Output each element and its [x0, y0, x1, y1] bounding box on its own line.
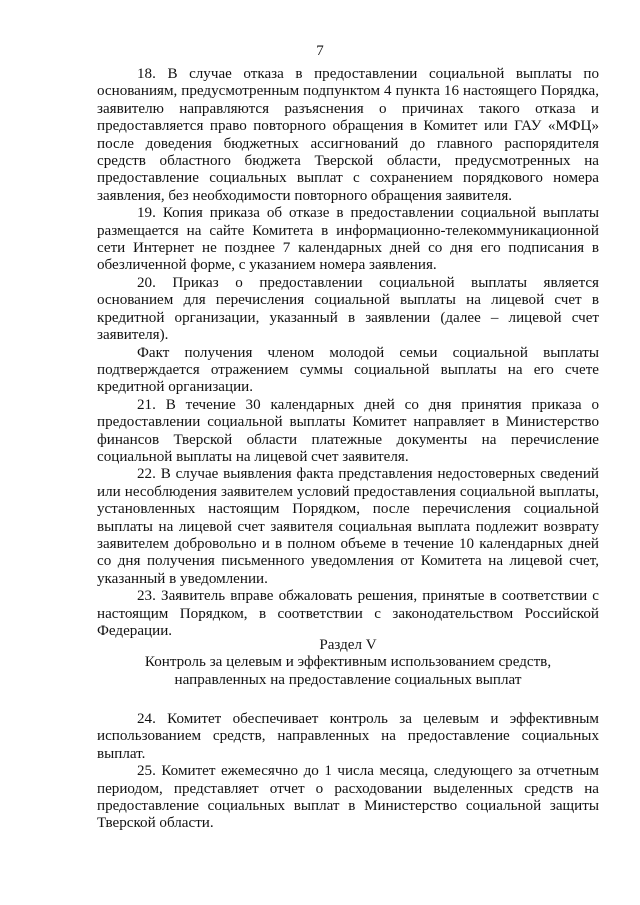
section-heading — [97, 637, 599, 689]
body-text-bottom — [97, 711, 599, 833]
paragraph-20-fact: Факт получения членом молодой семьи социальной выплаты подтверждается отражением суммы социальной выплаты на его счете кредитной организации. — [97, 344, 599, 396]
section-label: Раздел V — [319, 637, 377, 653]
paragraph-23: 23. Заявитель вправе обжаловать решения, принятые в соответствии с настоящим Порядком, в соответствии с законодательством Российской Федерации. — [97, 588, 599, 639]
section-title-line-1: Контроль за целевым и эффективным использованием средств, — [144, 654, 552, 671]
paragraph-22: 22. В случае выявления факта представления недостоверных сведений или несоблюдения заявителем условий предоставления социальной выплаты, установленных настоящим Порядком, после перечисления социальной выплаты на лицевой счет заявителя социальная выплата подлежит возврату заявителем добровольно и в полном объеме в течение 10 календарных дней со дня получения письменного уведомления от Комитета на лицевой счет, указанный в уведомлении. — [97, 466, 599, 587]
paragraph-25: 25. Комитет ежемесячно до 1 числа месяца, следующего за отчетным периодом, представляет отчет о расходовании выделенных средств на предоставление социальных выплат в Министерство социальной защиты Тверской области. — [97, 763, 599, 832]
paragraph-21: 21. В течение 30 календарных дней со дня принятия приказа о предоставлении социальной выплаты Комитет направляет в Министерство финансов Тверской области платежные документы на перечисление социальной выплаты на лицевой счет заявителя. — [97, 396, 599, 465]
paragraph-18: 18. В случае отказа в предоставлении социальной выплаты по основаниям, предусмотренным подпунктом 4 пункта 16 настоящего Порядка, заявителю направляются разъяснения о причинах такого отказа и предоставляется право повторного обращения в Комитет или ГАУ «МФЦ» после доведения бюджетных ассигнований до главного распорядителя средств областного бюджета Тверской области, предусмотренных на предоставление социальных выплат с сохранением порядкового номера заявления, без необходимости повторного обращения заявителя. — [97, 66, 599, 204]
section-title-line-2: направленных на предоставление социальных выплат — [174, 671, 522, 688]
page-number: 7 — [316, 43, 324, 59]
body-text-top — [97, 66, 599, 640]
paragraph-24: 24. Комитет обеспечивает контроль за целевым и эффективным использованием средств, направленных на предоставление социальных выплат. — [97, 711, 599, 762]
paragraph-19: 19. Копия приказа об отказе в предоставлении социальной выплаты размещается на сайте Комитета в информационно-телекоммуникационной сети Интернет не позднее 7 календарных дней со дня его подписания в обезличенной форме, с указанием номера заявления. — [97, 205, 599, 274]
paragraph-20: 20. Приказ о предоставлении социальной выплаты является основанием для перечисления социальной выплаты на лицевой счет в кредитной организации, указанный в заявлении (далее – лицевой счет заявителя). — [97, 274, 599, 344]
